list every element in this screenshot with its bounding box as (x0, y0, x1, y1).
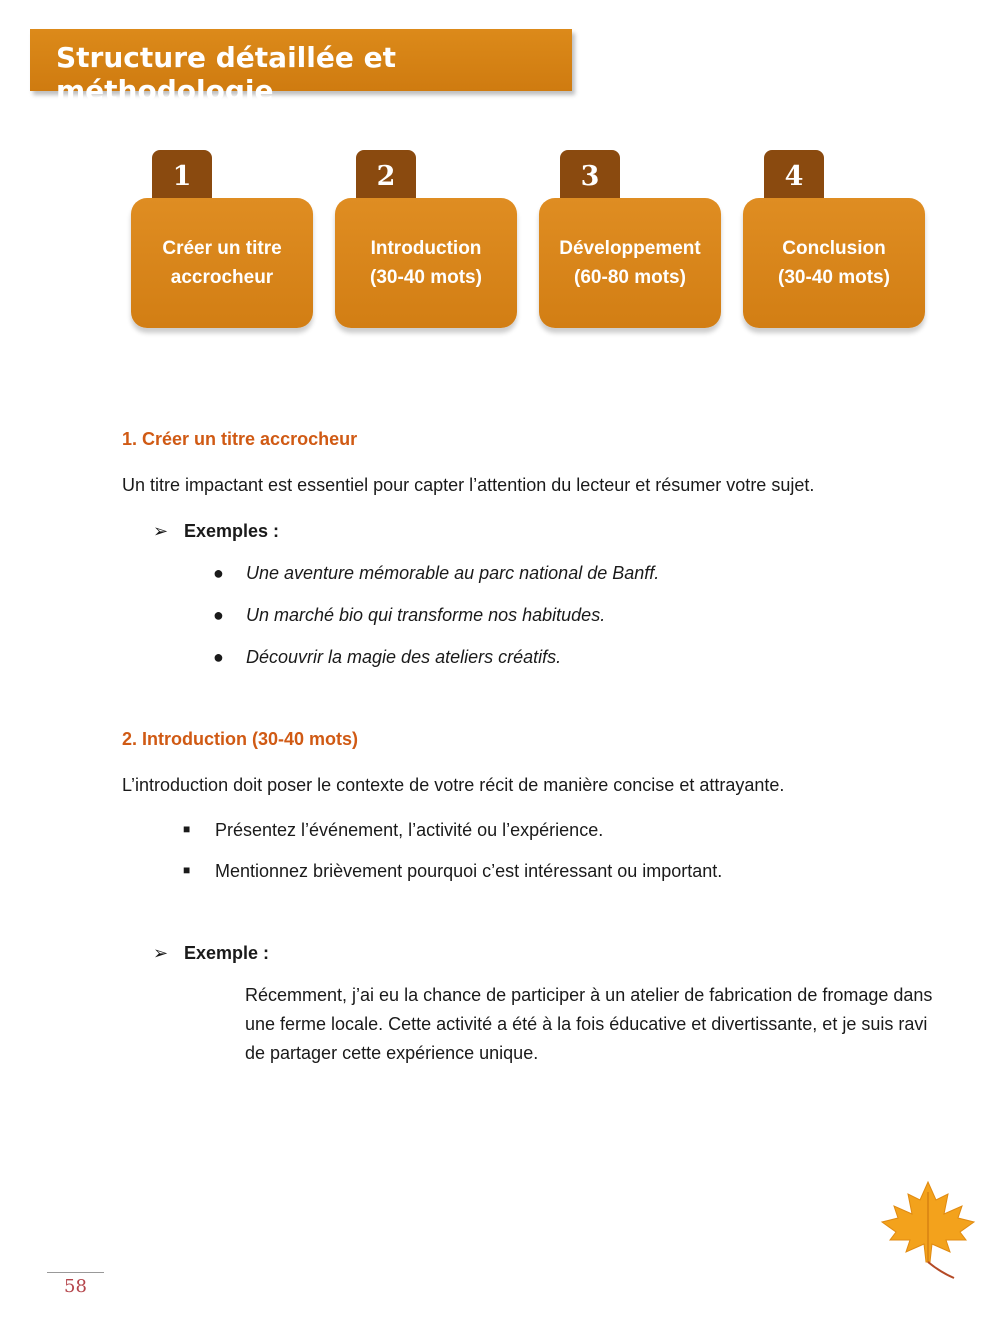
step-box (335, 198, 517, 328)
page-title: Structure détaillée et méthodologie (56, 41, 396, 107)
step-number: 2 (356, 150, 416, 206)
example-title: Un marché bio qui transforme nos habitudes. (246, 605, 606, 625)
step-box (131, 198, 313, 328)
example-title: Découvrir la magie des ateliers créatifs. (246, 647, 562, 667)
step-number: 1 (152, 150, 212, 206)
examples-label: Exemples : (184, 521, 280, 541)
example-paragraph: Récemment, j’ai eu la chance de participer à un atelier de fabrication de fromage dans une ferme locale. Cette activité a été à la fois éducative et divertissante, et je suis ravi de partager cette expérience unique. (245, 985, 933, 1063)
list-item (183, 861, 722, 882)
square-bullet-icon: ■ (183, 822, 191, 836)
examples-item (153, 521, 279, 542)
maple-leaf-icon (878, 1178, 978, 1282)
step-label-line2: (60-80 mots) (574, 267, 686, 288)
step-label-line2: (30-40 mots) (370, 267, 482, 288)
bullet-dot-icon: ● (213, 647, 224, 667)
title-banner (30, 29, 572, 107)
footer-divider (47, 1272, 104, 1273)
page-number: 58 (64, 1276, 87, 1297)
step-box (539, 198, 721, 328)
step-label-line1: Développement (559, 238, 701, 259)
bullet-dot-icon: ● (213, 563, 224, 583)
section1-heading: 1. Créer un titre accrocheur (122, 429, 358, 449)
arrow-bullet-icon: ➢ (153, 943, 169, 963)
step-2 (335, 150, 517, 332)
step-label-line2: (30-40 mots) (778, 267, 890, 288)
step-box (743, 198, 925, 328)
section2-heading: 2. Introduction (30-40 mots) (122, 729, 359, 749)
step-label-line1: Créer un titre (162, 238, 282, 259)
point-text: Mentionnez brièvement pourquoi c’est intéressant ou important. (215, 861, 723, 881)
step-label-line1: Conclusion (782, 238, 886, 259)
step-3 (539, 150, 721, 332)
example-title: Une aventure mémorable au parc national de Banff. (246, 563, 660, 583)
step-number: 4 (764, 150, 824, 206)
step-number: 3 (560, 150, 620, 206)
list-item (183, 820, 603, 841)
section1-text: Un titre impactant est essentiel pour capter l’attention du lecteur et résumer votre sujet. (122, 475, 815, 495)
step-label-line2: accrocheur (170, 267, 274, 288)
list-item (213, 563, 659, 584)
example-label: Exemple : (184, 943, 270, 963)
step-4 (743, 150, 925, 332)
bullet-dot-icon: ● (213, 605, 224, 625)
step-1 (131, 150, 313, 332)
point-text: Présentez l’événement, l’activité ou l’expérience. (215, 820, 604, 840)
list-item (213, 605, 605, 626)
list-item (213, 647, 561, 668)
example-item (153, 943, 269, 964)
square-bullet-icon: ■ (183, 863, 191, 877)
step-label-line1: Introduction (370, 238, 482, 259)
arrow-bullet-icon: ➢ (153, 521, 169, 541)
section2-text: L’introduction doit poser le contexte de votre récit de manière concise et attrayante. (122, 775, 785, 795)
